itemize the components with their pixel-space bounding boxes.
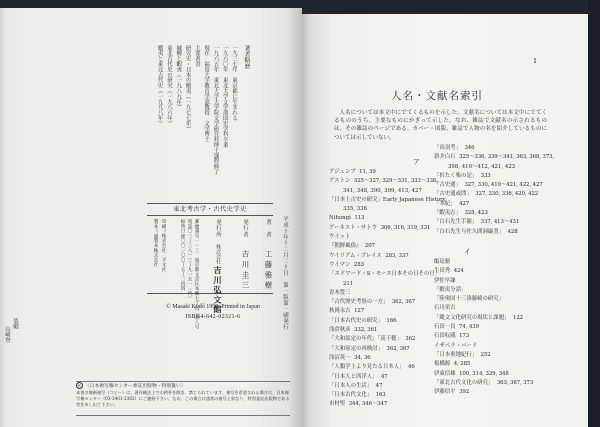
index-entry-pages: 11, 39 xyxy=(359,169,376,175)
index-entry-pages: 34, 36 xyxy=(354,354,371,361)
index-entry xyxy=(329,373,433,382)
index-entry-name: 板橋源 xyxy=(434,361,451,368)
index-kana-heading: ア xyxy=(413,158,420,166)
copy-rights-notice xyxy=(76,381,290,416)
index-entry-name: 伊佐早謙 xyxy=(434,277,456,284)
index-entry-pages: 325〜336, 339〜341, 363, 368, 373, xyxy=(459,154,555,161)
publisher-account: 振替口座〇〇一〇〇―五―二四四 xyxy=(180,219,185,291)
index-entry-name: 「蝦夷分話」 xyxy=(434,286,467,293)
index-entry-name: 浅沼英一 xyxy=(329,354,351,361)
index-entry-pages: 46 xyxy=(407,364,415,371)
index-entry-pages: 362 xyxy=(405,336,416,343)
index-entry-name: アーネスト・サトウ xyxy=(329,224,378,231)
publishing-house-line xyxy=(209,219,228,315)
publisher-address: 郵便番号一一三 東京都文京区本郷七丁目二番八号 xyxy=(194,219,199,330)
biography-line: 東北古代史の研究（一九八六年） xyxy=(165,45,172,126)
biography-line: 研究史・日本の蝦夷（一九七七年） xyxy=(184,45,191,132)
index-entry xyxy=(434,379,550,388)
isbn: ISBN4-642-02321-6 xyxy=(185,314,241,320)
publisher-line xyxy=(236,219,255,291)
index-entry-pages: 283 xyxy=(353,261,364,268)
index-entry-name: 「古史通」 xyxy=(434,182,461,189)
index-entry-name: イザベラ・バード xyxy=(434,342,478,349)
index-entry-name: ウイマン xyxy=(329,261,351,268)
index-entry-pages: 163 xyxy=(375,392,386,399)
index-entry-name: 石田一良 xyxy=(434,324,456,331)
index-entry-pages: 427 xyxy=(459,200,470,207)
index-entry-name: 新井白石 xyxy=(434,154,456,161)
index-entry-pages: 428 xyxy=(507,228,518,235)
index-entry-pages: 252 xyxy=(480,351,491,358)
index-entry-name: ウイット xyxy=(329,234,351,241)
author-label: 著 者 xyxy=(265,219,271,239)
index-entry xyxy=(329,345,433,354)
side-credit-name: 山崎登 xyxy=(4,326,10,343)
index-entry-name: 『朝鮮風俗』 xyxy=(329,243,362,250)
index-entry-name: 「日本上古史の研究」Early Japanese History xyxy=(329,196,446,203)
book-title: 東北考古学・古代史学史 xyxy=(147,205,273,216)
index-entry-name: 「本紀」 xyxy=(434,200,456,207)
index-entry-name: 「大和原定の再検討」 xyxy=(329,345,383,352)
index-entry-name: アジェンブ xyxy=(329,169,356,175)
index-entry xyxy=(329,382,433,391)
index-entry-pages: 328, 423 xyxy=(464,210,488,217)
index-introduction: 人名については本文中にでてくるものを示した。文献名については本文中にでてくるもののうち、主要なものにかぎって示した。なお、雑誌で文献名の示されるものは、その雑誌のページである。カバー・図版、雑誌で人物の名を紹介しているものについては示していない。 xyxy=(334,110,547,141)
index-entry-pages: 332, 361 xyxy=(354,327,378,334)
index-entry xyxy=(434,228,550,237)
index-entry xyxy=(329,177,438,186)
index-entry xyxy=(434,360,550,369)
author-name: 工藤雅樹 xyxy=(264,250,273,292)
index-entry-pages: 283, 337 xyxy=(385,252,409,259)
index-entry xyxy=(434,314,550,323)
index-entry-name: 飯島魁 xyxy=(434,258,451,265)
index-entry xyxy=(434,190,550,199)
index-entry-pages: 327, 330, 419〜421, 422, 427 xyxy=(464,182,543,189)
index-entry-pages: 173 xyxy=(459,333,470,340)
index-entry xyxy=(329,168,433,177)
index-entry-pages: 362, 367 xyxy=(386,345,410,352)
biography-line: 主要著書 xyxy=(193,45,200,67)
index-entry-pages: 337, 413〜431 xyxy=(480,219,520,226)
index-entry xyxy=(434,181,550,190)
index-entry-name: 「出羽考」 xyxy=(434,145,461,151)
index-entry-name: 「縄文文化研究の現状と課題」 xyxy=(434,314,510,321)
index-entry-pages: 325〜327, 329〜331, 333〜338, xyxy=(353,178,438,185)
index-entry xyxy=(434,342,550,351)
index-entry-pages: 327, 330, 336, 420, 422 xyxy=(475,191,539,198)
index-entry-continuation: 341, 348, 390, 399, 413, 427 xyxy=(343,187,422,194)
index-entry xyxy=(329,391,433,400)
index-entry-pages: 100, 314, 329, 348 xyxy=(459,370,509,377)
index-entry-continuation: 335, 336 xyxy=(343,206,368,213)
index-entry xyxy=(329,307,433,316)
index-entry-pages: 346 xyxy=(464,145,475,151)
index-entry-name: 「日本人と西洋人」 xyxy=(329,373,378,380)
biography-line: 現在 福島大学教育学部教授 文学博士 xyxy=(203,45,210,143)
side-credit-label: 装幀 xyxy=(12,318,18,329)
index-entry xyxy=(434,286,550,295)
index-entry xyxy=(434,218,550,227)
index-entry-name: 「白石先生与佐久間洞巌書」 xyxy=(434,228,505,235)
index-entry-name: 「東北古代文化の研究」 xyxy=(434,379,494,386)
index-entry xyxy=(329,354,433,363)
index-entry-name: 「日本古代史の研究」 xyxy=(329,317,383,324)
index-entry xyxy=(329,298,433,307)
biography-line: 一九三七年 東京都に生まれる xyxy=(231,45,237,121)
index-kana-heading: イ xyxy=(464,247,471,256)
index-entry xyxy=(329,252,433,261)
index-entry-name: Nihongi xyxy=(329,215,351,222)
index-entry xyxy=(434,209,550,218)
index-entry-pages: 362, 367 xyxy=(391,299,416,306)
index-entry-pages: 363, 367, 373 xyxy=(496,379,534,386)
author-line xyxy=(259,219,278,291)
index-entry xyxy=(329,196,446,205)
house-prefix: 株式会社 xyxy=(215,244,221,265)
index-entry xyxy=(329,326,433,335)
index-entry-name: 「日本古代文化」 xyxy=(329,392,373,399)
index-entry-name: 「古代歴史考察の一方」 xyxy=(329,299,389,306)
publisher-phone: 電話〇三―三八一三―九一五一〈代〉 xyxy=(187,219,192,301)
author-biography xyxy=(148,45,250,203)
index-entry xyxy=(434,351,550,360)
right-page-index xyxy=(302,14,588,427)
index-entry-pages: 113 xyxy=(354,215,365,222)
index-entry xyxy=(434,153,555,162)
index-entry-name: 「日本奥地紀行」 xyxy=(434,351,478,358)
index-entry-name: 「陸奥国十三湊藤崎の研究」 xyxy=(434,296,505,303)
index-entry xyxy=(329,400,433,409)
index-entry-name: 「人類学上より見たる日本人」 xyxy=(329,364,405,371)
index-entry xyxy=(434,388,550,397)
biography-heading: 著者略歴 xyxy=(243,45,250,69)
index-entry xyxy=(329,261,433,270)
book-cover-right-edge xyxy=(588,0,600,427)
index-entry-name: 「エドワード・S・モース日本その日その日」 xyxy=(329,271,441,278)
index-entry xyxy=(329,214,433,223)
index-entry-pages: 207 xyxy=(364,243,375,250)
index-entry-name: 「古史通或問」 xyxy=(434,191,472,198)
publisher-label: 発行者 xyxy=(242,219,248,239)
index-entry-name: 「日本人の生活」 xyxy=(329,382,373,389)
index-entry-continuation: 211 xyxy=(343,280,354,287)
index-entry-name: アストン xyxy=(329,178,351,185)
index-entry-name: 青木豊三 xyxy=(329,289,351,296)
index-title: 人名・文献名索引 xyxy=(391,90,483,102)
biography-line: 蝦夷と東北古代史（一九九八年） xyxy=(156,45,163,126)
index-column-right xyxy=(434,144,555,419)
copyright-line: © Masaki Kudô 1998. Printed in Japan xyxy=(166,304,260,310)
biography-line: 城柵と蝦夷（一九八九年） xyxy=(175,45,182,110)
index-entry-pages: 4, 285 xyxy=(453,361,471,368)
index-entry-pages: 166 xyxy=(386,317,397,324)
index-entry xyxy=(329,233,433,242)
index-entry-pages: 47 xyxy=(375,382,383,389)
registered-mark-icon: R xyxy=(76,382,83,389)
index-entry-name: 「白石先生手簡」 xyxy=(434,219,478,226)
index-entry xyxy=(329,224,433,233)
index-entry-pages: 74, 439 xyxy=(459,324,479,331)
index-entry xyxy=(434,258,550,267)
index-entry xyxy=(434,172,550,181)
index-entry-name: 市村聖 xyxy=(329,401,346,408)
index-entry xyxy=(434,267,550,276)
index-entry xyxy=(329,335,433,344)
printer-line: 印刷＝株式会社 平文社 xyxy=(161,219,166,272)
index-entry xyxy=(329,242,433,251)
publisher-name: 吉川圭三 xyxy=(241,250,250,292)
index-entry-pages: 122 xyxy=(512,314,523,321)
index-entry-pages: 47 xyxy=(381,373,388,380)
index-entry-pages: 344, 346〜347 xyxy=(348,401,388,408)
index-entry-name: 「蝦夷志」 xyxy=(434,210,461,217)
biography-line: 一九六〇年 東北大学文学部国史学科卒業 xyxy=(221,45,228,148)
index-entry xyxy=(434,304,550,313)
index-entry-pages: 424 xyxy=(453,268,464,275)
house-label: 発行所 xyxy=(215,219,221,239)
index-entry xyxy=(329,363,433,372)
index-entry-name: 伊東信雄 xyxy=(434,370,456,377)
index-entry-pages: 127 xyxy=(354,308,365,315)
index-entry xyxy=(329,289,433,298)
notice-body: 本書の無断複写（コピー）は、著作権法上での例外を除き、禁じられています。複写を希望される場合は、日本複写権センター（03-3401-2382）にご連絡下さい。なお、この場合は通常の複写と異なり、特別委託出版物である旨を申し出て下さい。 xyxy=(76,390,290,407)
notice-heading: 〈日本複写権センター委託出版物・特別扱い〉 xyxy=(85,384,186,389)
index-entry xyxy=(434,144,550,153)
index-entry xyxy=(434,332,550,341)
biography-line: 一九六五年 東北大学大学院文学研究科博士課程修了 xyxy=(212,45,219,175)
index-entry xyxy=(434,200,550,209)
index-entry-name: 「折たく柴の記」 xyxy=(434,172,478,179)
index-entry-name: 秋岡永吉 xyxy=(329,308,351,315)
index-entry-name: 「大和原定の年代」「高千穂」 xyxy=(329,336,402,343)
index-entry-name: ウイリアム・ブレイス xyxy=(329,252,382,259)
index-entry xyxy=(434,277,550,286)
left-page-colophon xyxy=(0,8,302,427)
binder-line: 製本＝誠製本株式会社 xyxy=(153,219,158,267)
index-entry xyxy=(434,323,550,332)
page-number: 1 xyxy=(533,57,538,65)
index-entry-pages: 333 xyxy=(480,172,491,179)
index-entry-continuation: 398, 410〜412, 421, 423 xyxy=(448,163,516,170)
index-entry-name: 生田秀 xyxy=(434,268,451,275)
index-entry-pages: 306, 316, 319, 331 xyxy=(380,224,431,231)
index-entry-name: 浅倉秋彦 xyxy=(329,327,351,334)
index-entry-name: 伊藤信平 xyxy=(434,389,456,396)
publishing-house-name: 吉川弘文館 xyxy=(213,266,223,315)
index-entry xyxy=(329,270,441,279)
index-entry-name: 石田収蔵 xyxy=(434,333,456,340)
index-entry xyxy=(329,317,433,326)
index-entry xyxy=(434,370,550,379)
publication-date: 平成十年十二月二十日 第一版第一刷発行 xyxy=(282,216,288,330)
index-entry xyxy=(434,295,550,304)
index-entry-pages: 392 xyxy=(459,389,470,396)
index-entry-name: 石川栄吉 xyxy=(434,305,456,312)
